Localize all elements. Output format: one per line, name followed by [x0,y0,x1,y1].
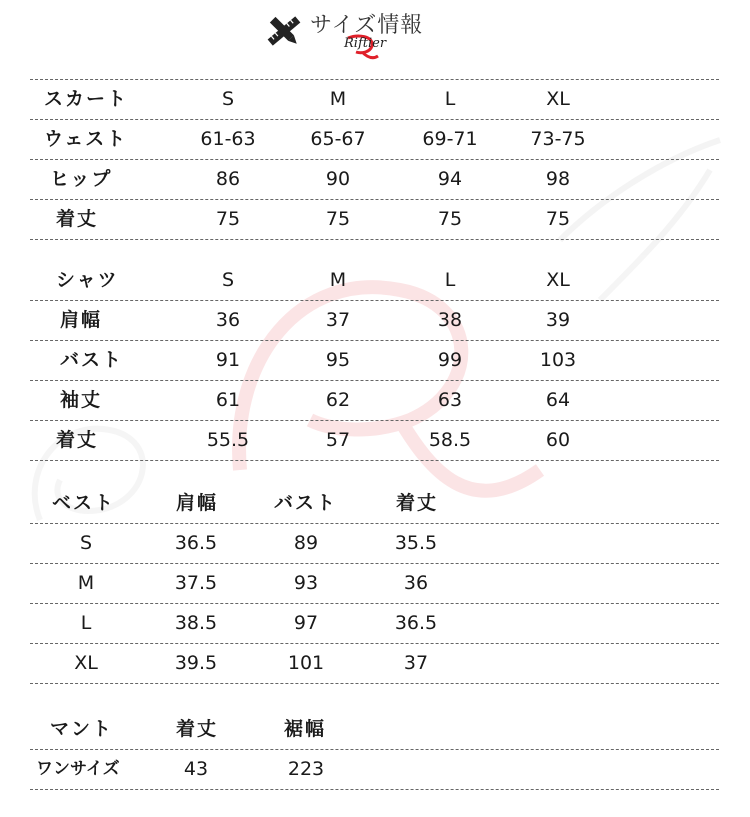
size-m-header: M [329,88,347,110]
table-row [30,750,719,790]
cell-value: 60 [545,429,571,451]
size-l-header: L [444,269,456,291]
mantle-title: マント [50,718,114,740]
cell-value: 61 [215,389,241,411]
cell-value: 91 [215,349,241,371]
size-label: M [77,572,95,594]
cell-value: 38.5 [174,612,218,634]
cell-value: 39 [545,309,571,331]
cell-value: 63 [437,389,463,411]
cell-value: 43 [183,758,209,780]
skirt-title: スカート [44,88,129,110]
row-label: 着丈 [56,429,99,451]
cell-value: 73-75 [530,128,586,150]
cell-value: 223 [287,758,325,780]
size-m-header: M [329,269,347,291]
cell-value: 99 [437,349,463,371]
bust-header: バスト [274,492,338,514]
table-row [30,200,719,240]
size-l-header: L [444,88,456,110]
cell-value: 36.5 [174,532,218,554]
cell-value: 36 [403,572,429,594]
size-label: XL [74,652,98,674]
page-title: サイズ情報 [310,13,424,38]
cell-value: 57 [325,429,351,451]
row-label: ウェスト [44,128,128,150]
cell-value: 89 [293,532,319,554]
cell-value: 61-63 [200,128,256,150]
page-header [0,0,750,70]
brand-logo-text: Riftier [344,36,387,51]
table-header-row [30,484,719,524]
row-label: 肩幅 [60,309,103,331]
cell-value: 36.5 [394,612,438,634]
cell-value: 95 [325,349,351,371]
cell-value: 75 [325,208,351,230]
size-xl-header: XL [546,88,570,110]
cell-value: 37 [403,652,429,674]
cell-value: 36 [215,309,241,331]
cell-value: 37.5 [174,572,218,594]
size-xl-header: XL [546,269,570,291]
cell-value: 35.5 [394,532,438,554]
cell-value: 65-67 [310,128,366,150]
size-s-header: S [221,88,235,110]
cell-value: 94 [437,168,463,190]
table-row [30,341,719,381]
cell-value: 75 [437,208,463,230]
vest-title: ベスト [52,492,116,514]
table-row [30,644,719,684]
table-header-row [30,710,719,750]
table-row [30,381,719,421]
cell-value: 75 [215,208,241,230]
table-row [30,301,719,341]
cell-value: 103 [539,349,577,371]
row-label: 袖丈 [60,389,103,411]
pencil-ruler-icon [262,8,306,54]
cell-value: 93 [293,572,319,594]
length-header: 着丈 [176,718,219,740]
cell-value: 90 [325,168,351,190]
cell-value: 58.5 [428,429,472,451]
table-row [30,564,719,604]
cell-value: 64 [545,389,571,411]
shoulder-header: 肩幅 [176,492,219,514]
hem-width-header: 裾幅 [284,718,327,740]
cell-value: 38 [437,309,463,331]
table-header-row [30,261,719,301]
cell-value: 37 [325,309,351,331]
size-label: S [79,532,93,554]
row-label: 着丈 [56,208,99,230]
size-s-header: S [221,269,235,291]
shirt-title: シャツ [56,269,119,291]
cell-value: 97 [293,612,319,634]
cell-value: 55.5 [206,429,250,451]
cell-value: 101 [287,652,325,674]
table-row [30,524,719,564]
table-row [30,160,719,200]
table-row [30,421,719,461]
table-row [30,120,719,160]
row-label: バスト [60,349,124,371]
cell-value: 98 [545,168,571,190]
cell-value: 39.5 [174,652,218,674]
cell-value: 62 [325,389,351,411]
length-header: 着丈 [396,492,439,514]
row-label: ヒップ [50,168,113,190]
table-row [30,604,719,644]
cell-value: 69-71 [422,128,478,150]
size-label: L [80,612,92,634]
one-size-label: ワンサイズ [36,759,120,779]
table-header-row [30,80,719,120]
cell-value: 75 [545,208,571,230]
cell-value: 86 [215,168,241,190]
